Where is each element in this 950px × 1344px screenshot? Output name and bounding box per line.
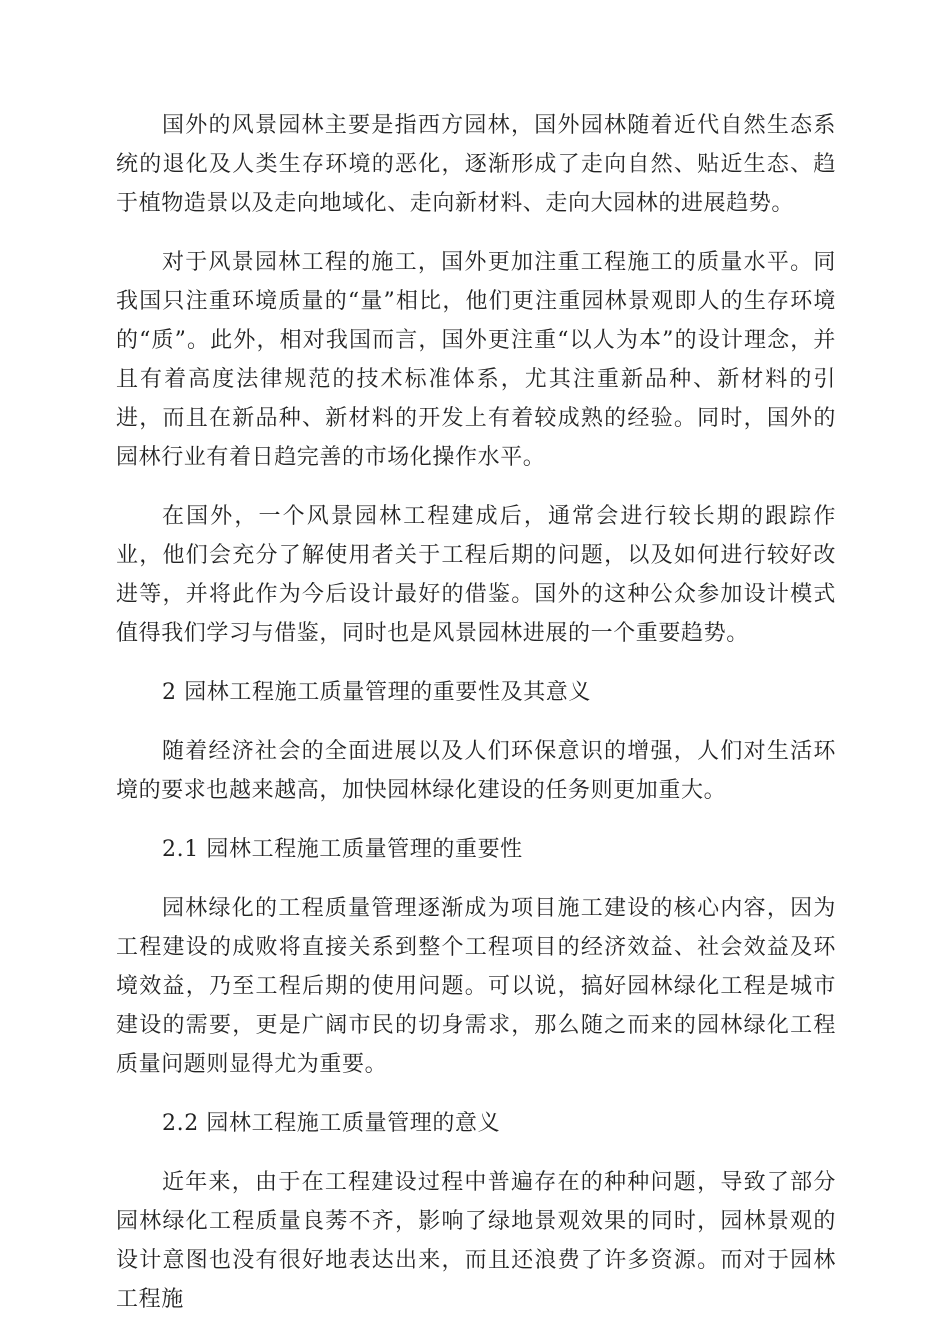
paragraph-importance: 园林绿化的工程质量管理逐渐成为项目施工建设的核心内容，因为工程建设的成败将直接关系到整个工程项目的经济效益、社会效益及环境效益，乃至工程后期的使用问题。可以说，搞好园林绿化工程是城市建设的需要，更是广阔市民的切身需求，那么随之而来的园林绿化工程质量问题则显得尤为重要。: [116, 896, 836, 1077]
section-heading-2-1: 2.1 园林工程施工质量管理的重要性: [162, 837, 523, 862]
paragraph-environment-demand: 随着经济社会的全面进展以及人们环保意识的增强，人们对生活环境的要求也越来越高，加快园林绿化建设的任务则更加重大。: [116, 739, 836, 803]
section-heading-2: 2 园林工程施工质量管理的重要性及其意义: [162, 680, 591, 705]
section-heading-2-2: 2.2 园林工程施工质量管理的意义: [162, 1111, 501, 1136]
paragraph-foreign-landscape: 国外的风景园林主要是指西方园林，国外园林随着近代自然生态系统的退化及人类生存环境的恶化，逐渐形成了走向自然、贴近生态、趋于植物造景以及走向地域化、走向新材料、走向大园林的进展趋势。: [116, 113, 836, 216]
paragraph-foreign-tracking: 在国外，一个风景园林工程建成后，通常会进行较长期的跟踪作业，他们会充分了解使用者关于工程后期的问题，以及如何进行较好改进等，并将此作为今后设计最好的借鉴。国外的这种公众参加设计模式值得我们学习与借鉴，同时也是风景园林进展的一个重要趋势。: [116, 504, 836, 646]
paragraph-foreign-construction-quality: 对于风景园林工程的施工，国外更加注重工程施工的质量水平。同我国只注重环境质量的“量”相比，他们更注重园林景观即人的生存环境的“质”。此外，相对我国而言，国外更注重“以人为本”的设计理念，并且有着高度法律规范的技术标准体系，尤其注重新品种、新材料的引进，而且在新品种、新材料的开发上有着较成熟的经验。同时，国外的园林行业有着日趋完善的市场化操作水平。: [116, 250, 836, 470]
paragraph-significance: 近年来，由于在工程建设过程中普遍存在的种种问题，导致了部分园林绿化工程质量良莠不齐，影响了绿地景观效果的同时，园林景观的设计意图也没有很好地表达出来，而且还浪费了许多资源。而对于园林工程施: [116, 1170, 836, 1312]
document-body: [116, 106, 836, 1339]
